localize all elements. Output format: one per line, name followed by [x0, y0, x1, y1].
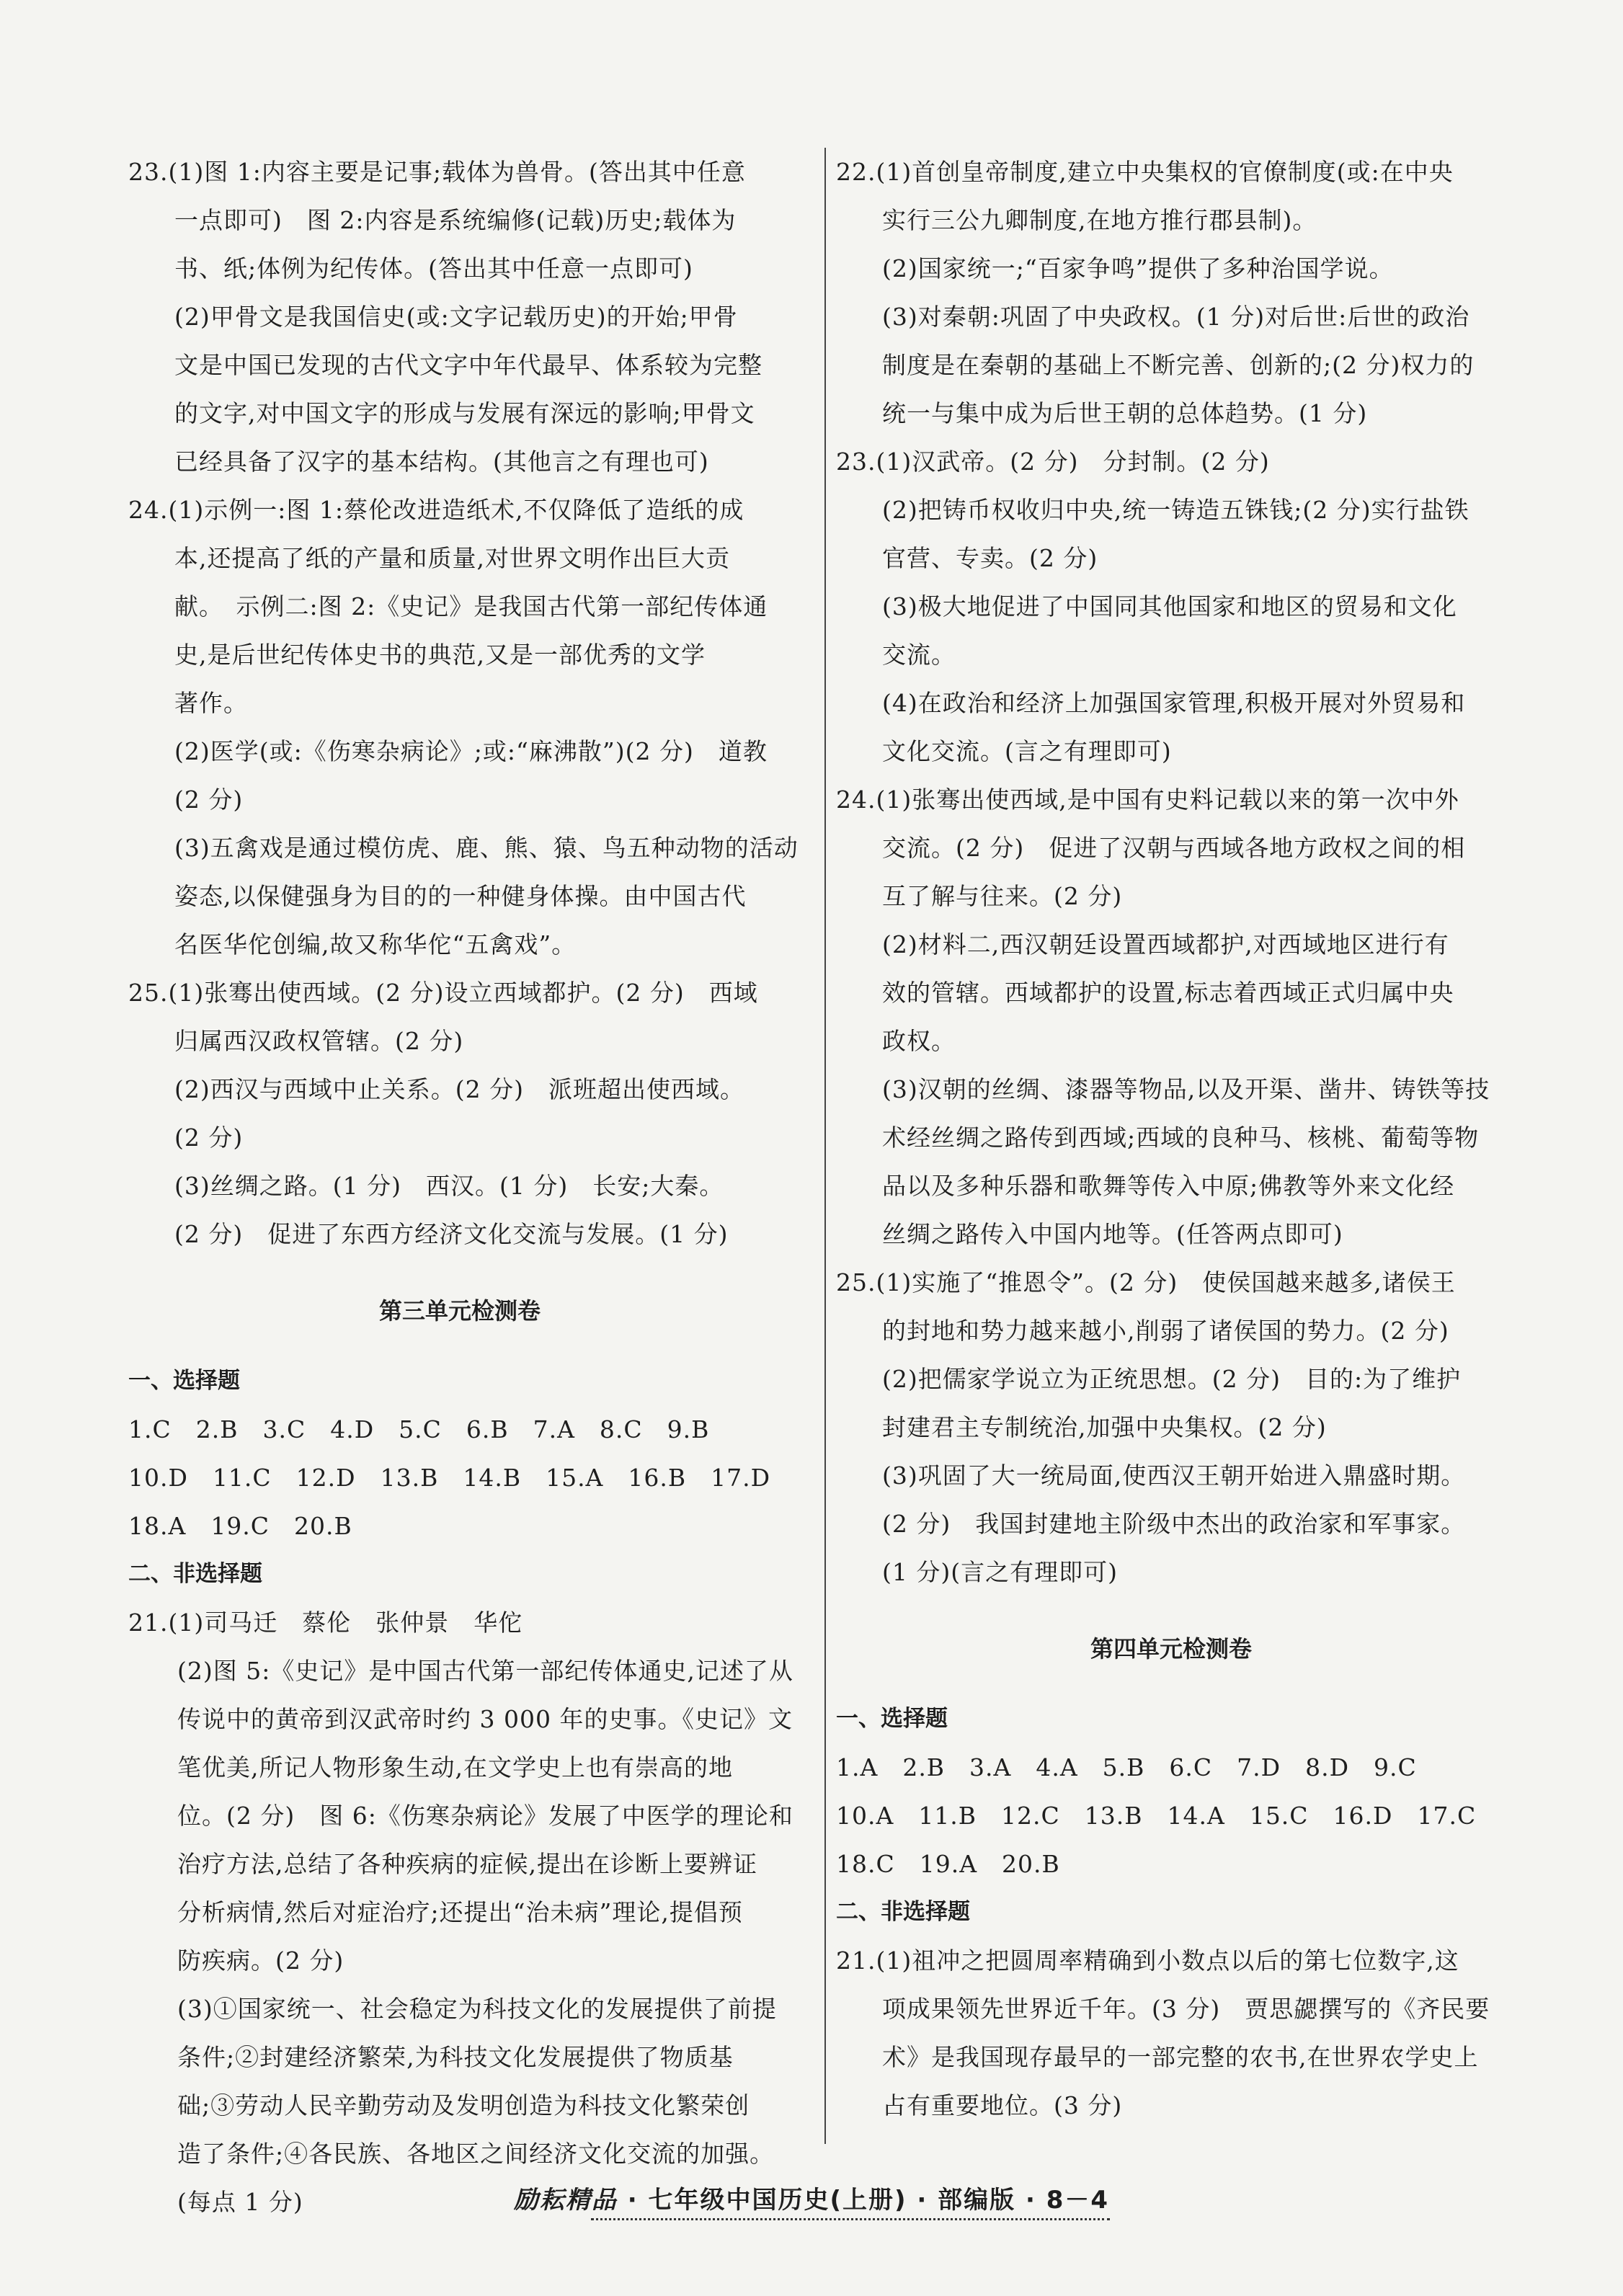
answer-line: 著作。 — [174, 689, 248, 717]
choice-answers-row: 10.D 11.C 12.D 13.B 14.B 15.A 16.B 17.D — [128, 1464, 771, 1492]
footer-dotted-rule — [591, 2218, 1110, 2220]
choice-answers-row: 18.A 19.C 20.B — [128, 1512, 352, 1540]
answer-line: (3)五禽戏是通过模仿虎、鹿、熊、猿、鸟五种动物的活动 — [174, 834, 799, 862]
answer-line: 23.(1)汉武帝。(2 分) 分封制。(2 分) — [836, 448, 1270, 476]
answer-line: 一点即可) 图 2:内容是系统编修(记载)历史;载体为 — [174, 206, 737, 234]
answer-line: 制度是在秦朝的基础上不断完善、创新的;(2 分)权力的 — [882, 351, 1475, 379]
answer-line: 防疾病。(2 分) — [177, 1946, 344, 1975]
answer-line: (2)把铸币权收归中央,统一铸造五铢钱;(2 分)实行盐铁 — [882, 496, 1469, 524]
answer-line: (3)①国家统一、社会稳定为科技文化的发展提供了前提 — [177, 1995, 777, 2023]
answer-line: (2)把儒家学说立为正统思想。(2 分) 目的:为了维护 — [882, 1365, 1462, 1393]
answer-line: 造了条件;④各民族、各地区之间经济文化交流的加强。 — [177, 2140, 775, 2168]
answer-line: 占有重要地位。(3 分) — [882, 2091, 1123, 2119]
choice-answers-row: 18.C 19.A 20.B — [836, 1850, 1060, 1878]
answer-line: 交流。(2 分) 促进了汉朝与西域各地方政权之间的相 — [882, 834, 1466, 862]
answer-line: 22.(1)首创皇帝制度,建立中央集权的官僚制度(或:在中央 — [836, 158, 1454, 186]
answer-line: (2 分) 我国封建地主阶级中杰出的政治家和军事家。 — [882, 1510, 1466, 1538]
answer-line: 归属西汉政权管辖。(2 分) — [174, 1027, 464, 1055]
answer-line: (3)极大地促进了中国同其他国家和地区的贸易和文化 — [882, 592, 1457, 620]
answer-line: 础;③劳动人民辛勤劳动及发明创造为科技文化繁荣创 — [177, 2091, 750, 2119]
answer-line: 项成果领先世界近千年。(3 分) 贾思勰撰写的《齐民要 — [882, 1995, 1490, 2023]
answer-line: 的封地和势力越来越小,削弱了诸侯国的势力。(2 分) — [882, 1317, 1449, 1345]
answer-line: 分析病情,然后对症治疗;还提出“治未病”理论,提倡预 — [177, 1898, 743, 1926]
answer-line: 文化交流。(言之有理即可) — [882, 737, 1172, 765]
answer-line: 24.(1)张骞出使西域,是中国有史料记载以来的第一次中外 — [836, 786, 1459, 814]
answer-line: (3)丝绸之路。(1 分) 西汉。(1 分) 长安;大秦。 — [174, 1172, 724, 1200]
answer-line: (3)汉朝的丝绸、漆器等物品,以及开渠、凿井、铸铁等技 — [882, 1075, 1490, 1103]
answer-line: 25.(1)实施了“推恩令”。(2 分) 使侯国越来越多,诸侯王 — [836, 1268, 1456, 1296]
answer-line: 姿态,以保健强身为目的的一种健身体操。由中国古代 — [174, 882, 747, 910]
choice-answers-row: 10.A 11.B 12.C 13.B 14.A 15.C 16.D 17.C — [836, 1802, 1477, 1830]
choice-answers-row: 1.A 2.B 3.A 4.A 5.B 6.C 7.D 8.D 9.C — [836, 1753, 1417, 1781]
answer-line: (2 分) — [174, 1123, 244, 1152]
unit4-choice-heading: 一、选择题 — [836, 1706, 948, 1732]
answer-line: (4)在政治和经济上加强国家管理,积极开展对外贸易和 — [882, 689, 1466, 717]
answer-line: 的文字,对中国文字的形成与发展有深远的影响;甲骨文 — [174, 399, 755, 427]
answer-line: (2)图 5:《史记》是中国古代第一部纪传体通史,记述了从 — [177, 1657, 793, 1685]
answer-line: 条件;②封建经济繁荣,为科技文化发展提供了物质基 — [177, 2043, 734, 2071]
answer-line: 25.(1)张骞出使西域。(2 分)设立西域都护。(2 分) 西域 — [128, 979, 758, 1007]
answer-line: 术》是我国现存最早的一部完整的农书,在世界农学史上 — [882, 2043, 1479, 2071]
answer-line: 23.(1)图 1:内容主要是记事;载体为兽骨。(答出其中任意 — [128, 158, 746, 186]
answer-line: 24.(1)示例一:图 1:蔡伦改进造纸术,不仅降低了造纸的成 — [128, 496, 744, 524]
unit3-choice-heading: 一、选择题 — [128, 1368, 240, 1394]
answer-line: (2 分) — [174, 786, 244, 814]
answer-line: 治疗方法,总结了各种疾病的症候,提出在诊断上要辨证 — [177, 1850, 757, 1878]
answer-line: (2)材料二,西汉朝廷设置西域都护,对西域地区进行有 — [882, 930, 1449, 958]
unit3-nonchoice-heading: 二、非选择题 — [128, 1561, 262, 1587]
answer-line: 政权。 — [882, 1027, 956, 1055]
answer-line: 统一与集中成为后世王朝的总体趋势。(1 分) — [882, 399, 1368, 427]
answer-line: 书、纸;体例为纪传体。(答出其中任意一点即可) — [174, 254, 693, 282]
answer-line: (1 分)(言之有理即可) — [882, 1558, 1118, 1586]
answer-line: (2)西汉与西域中止关系。(2 分) 派班超出使西域。 — [174, 1075, 744, 1103]
unit4-nonchoice-heading: 二、非选择题 — [836, 1899, 970, 1925]
answer-line: 封建君主专制统治,加强中央集权。(2 分) — [882, 1413, 1327, 1441]
footer-text: · 七年级中国历史(上册) · 部编版 · 8－4 — [617, 2186, 1110, 2215]
left-column — [128, 148, 799, 2226]
answer-line: (2 分) 促进了东西方经济文化交流与发展。(1 分) — [174, 1220, 729, 1248]
answer-line: 文是中国已发现的古代文字中年代最早、体系较为完整 — [174, 351, 762, 379]
answer-line: (每点 1 分) — [177, 2188, 303, 2216]
answer-line: 笔优美,所记人物形象生动,在文学史上也有崇高的地 — [177, 1753, 733, 1781]
answer-line: (2)医学(或:《伤寒杂病论》;或:“麻沸散”)(2 分) 道教 — [174, 737, 768, 765]
unit3-title: 第三单元检测卷 — [378, 1297, 541, 1325]
answer-line: 品以及多种乐器和歌舞等传入中原;佛教等外来文化经 — [882, 1172, 1455, 1200]
brand-logo-text: 励耘精品 — [513, 2186, 618, 2215]
answer-line: 名医华佗创编,故又称华佗“五禽戏”。 — [174, 930, 577, 958]
answer-line: 丝绸之路传入中国内地等。(任答两点即可) — [882, 1220, 1343, 1248]
answer-line: 位。(2 分) 图 6:《伤寒杂病论》发展了中医学的理论和 — [177, 1802, 793, 1830]
answer-line: 21.(1)祖冲之把圆周率精确到小数点以后的第七位数字,这 — [836, 1946, 1459, 1975]
answer-line: (2)甲骨文是我国信史(或:文字记载历史)的开始;甲骨 — [174, 303, 738, 331]
answer-line: 史,是后世纪传体史书的典范,又是一部优秀的文学 — [174, 641, 706, 669]
right-column — [836, 148, 1506, 2130]
unit4-title: 第四单元检测卷 — [1090, 1635, 1252, 1663]
choice-answers-row: 1.C 2.B 3.C 4.D 5.C 6.B 7.A 8.C 9.B — [128, 1415, 710, 1443]
answer-line: 献。 示例二:图 2:《史记》是我国古代第一部纪传体通 — [174, 592, 768, 620]
answer-line: (3)巩固了大一统局面,使西汉王朝开始进入鼎盛时期。 — [882, 1461, 1466, 1490]
answer-line: (3)对秦朝:巩固了中央政权。(1 分)对后世:后世的政治 — [882, 303, 1470, 331]
page-footer — [0, 2180, 1623, 2215]
answer-line: 术经丝绸之路传到西域;西域的良种马、核桃、葡萄等物 — [882, 1123, 1480, 1152]
answer-line: 效的管辖。西域都护的设置,标志着西域正式归属中央 — [882, 979, 1454, 1007]
answer-line: 实行三公九卿制度,在地方推行郡县制)。 — [882, 206, 1317, 234]
answer-line: (2)国家统一;“百家争鸣”提供了多种治国学说。 — [882, 254, 1394, 282]
answer-line: 传说中的黄帝到汉武帝时约 3 000 年的史事。《史记》文 — [177, 1705, 793, 1733]
answer-line: 21.(1)司马迁 蔡伦 张仲景 华佗 — [128, 1608, 523, 1637]
answer-line: 官营、专卖。(2 分) — [882, 544, 1098, 572]
answer-line: 互了解与往来。(2 分) — [882, 882, 1123, 910]
answer-line: 交流。 — [882, 641, 956, 669]
column-divider — [824, 148, 826, 2144]
answer-line: 本,还提高了纸的产量和质量,对世界文明作出巨大贡 — [174, 544, 730, 572]
answer-line: 已经具备了汉字的基本结构。(其他言之有理也可) — [174, 448, 709, 476]
